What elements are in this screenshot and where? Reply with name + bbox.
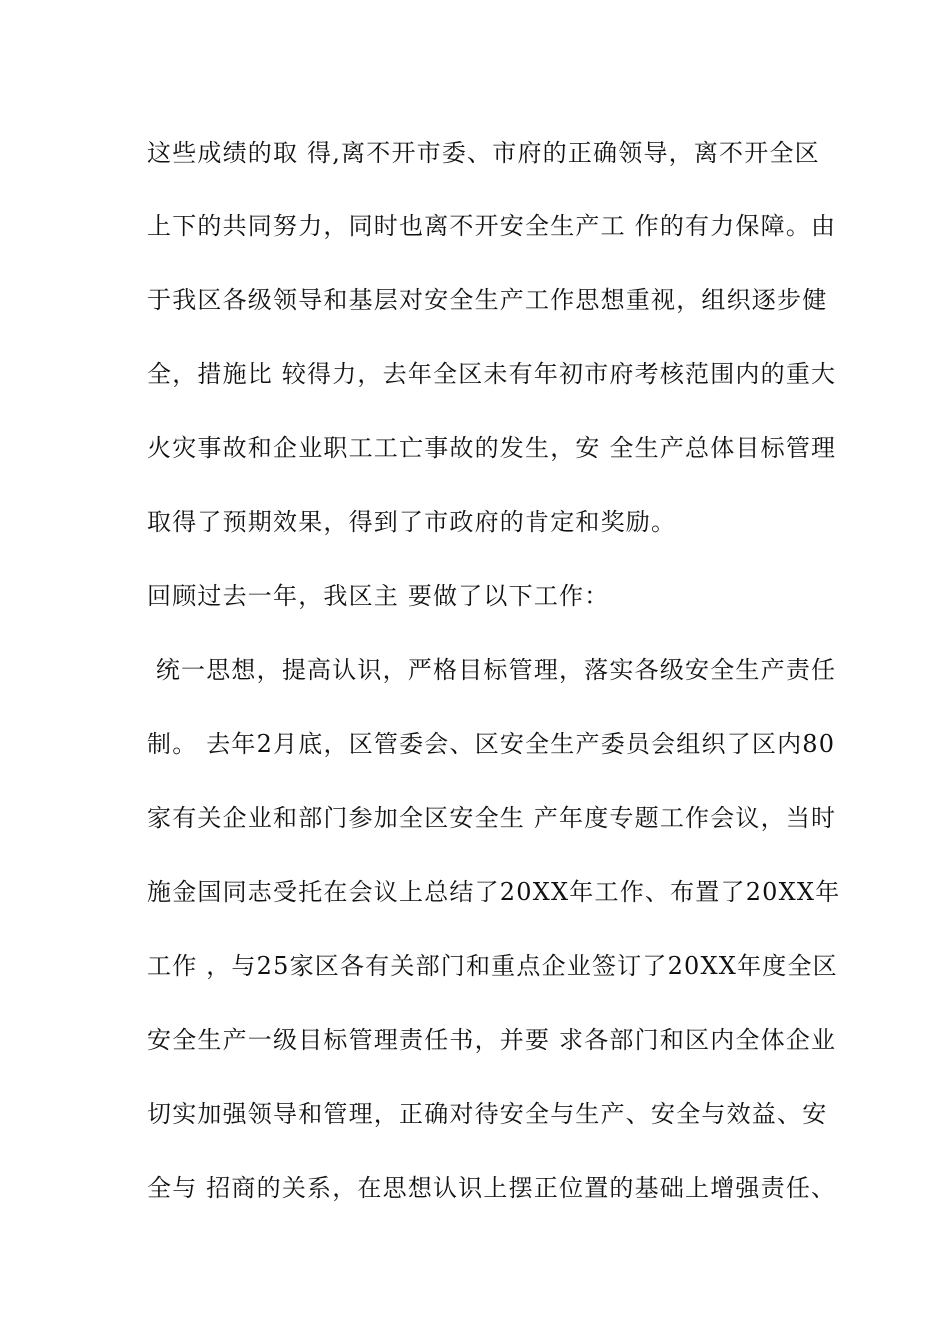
text-line-4: 全，措施比 较得力，去年全区未有年初市府考核范围内的重大 [147,360,837,388]
text-line-6: 取得了预期效果，得到了市政府的肯定和奖励。 [147,508,677,536]
text-line-8: 统一思想，提高认识，严格目标管理，落实各级安全生产责任 [147,656,837,684]
text-line-2: 上下的共同努力，同时也离不开安全生产工 作的有力保障。由 [147,212,837,240]
text-line-7: 回顾过去一年，我区主 要做了以下工作： [147,582,610,610]
text-line-10: 家有关企业和部门参加全区安全生 产年度专题工作会议，当时 [147,804,837,832]
text-line-14: 切实加强领导和管理，正确对待安全与生产、安全与效益、安 [147,1100,828,1128]
text-line-5: 火灾事故和企业职工工亡事故的发生，安 全生产总体目标管理 [147,434,837,462]
text-line-11: 施金国同志受托在会议上总结了20XX年工作、布置了20XX年 [147,878,841,906]
text-line-12: 工作 ，与25家区各有关部门和重点企业签订了20XX年度全区 [147,952,838,980]
text-line-3: 于我区各级领导和基层对安全生产工作思想重视，组织逐步健 [147,286,828,314]
text-line-1: 这些成绩的取 得,离不开市委、市府的正确领导，离不开全区 [147,139,820,167]
text-line-13: 安全生产一级目标管理责任书，并要 求各部门和区内全体企业 [147,1026,837,1054]
text-line-9: 制。 去年2月底，区管委会、区安全生产委员会组织了区内80 [147,730,836,758]
text-line-15: 全与 招商的关系，在思想认识上摆正位置的基础上增强责任、 [147,1174,837,1202]
